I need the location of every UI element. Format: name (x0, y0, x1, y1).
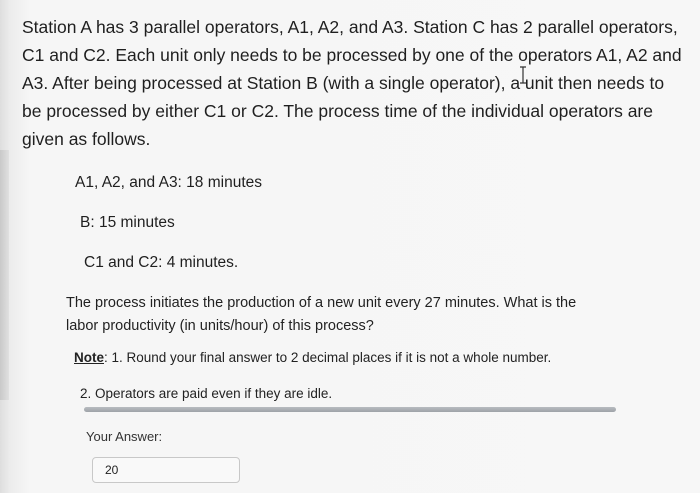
note-1-text: : 1. Round your final answer to 2 decimal places if it is not a whole number. (104, 350, 552, 365)
statement-line-5: given as follows. (22, 129, 151, 149)
note-label: Note (74, 350, 104, 365)
statement-line-4: be processed by either C1 or C2. The process time of the individual operators are (22, 101, 653, 121)
answer-label: Your Answer: (86, 429, 163, 444)
problem-statement (22, 13, 682, 153)
answer-input[interactable] (92, 457, 240, 483)
statement-line-2: C1 and C2. Each unit only needs to be processed by one of the operators A1, A2 and (22, 45, 682, 65)
divider (84, 407, 616, 412)
question-text (66, 292, 576, 338)
statement-line-3: A3. After being processed at Station B (with a single operator), a unit then needs to (22, 73, 665, 93)
text-cursor-icon (518, 66, 528, 84)
time-station-a: A1, A2, and A3: 18 minutes (75, 174, 262, 191)
note-2: 2. Operators are paid even if they are idle. (80, 386, 333, 401)
question-line-2: labor productivity (in units/hour) of this process? (66, 318, 374, 334)
time-station-c: C1 and C2: 4 minutes. (84, 254, 239, 271)
note-1 (74, 350, 551, 365)
question-line-1: The process initiates the production of a new unit every 27 minutes. What is the (66, 295, 577, 311)
time-station-b: B: 15 minutes (80, 214, 175, 231)
statement-line-1: Station A has 3 parallel operators, A1, A2, and A3. Station C has 2 parallel operators, (22, 17, 678, 37)
page-edge-shadow (0, 150, 9, 400)
